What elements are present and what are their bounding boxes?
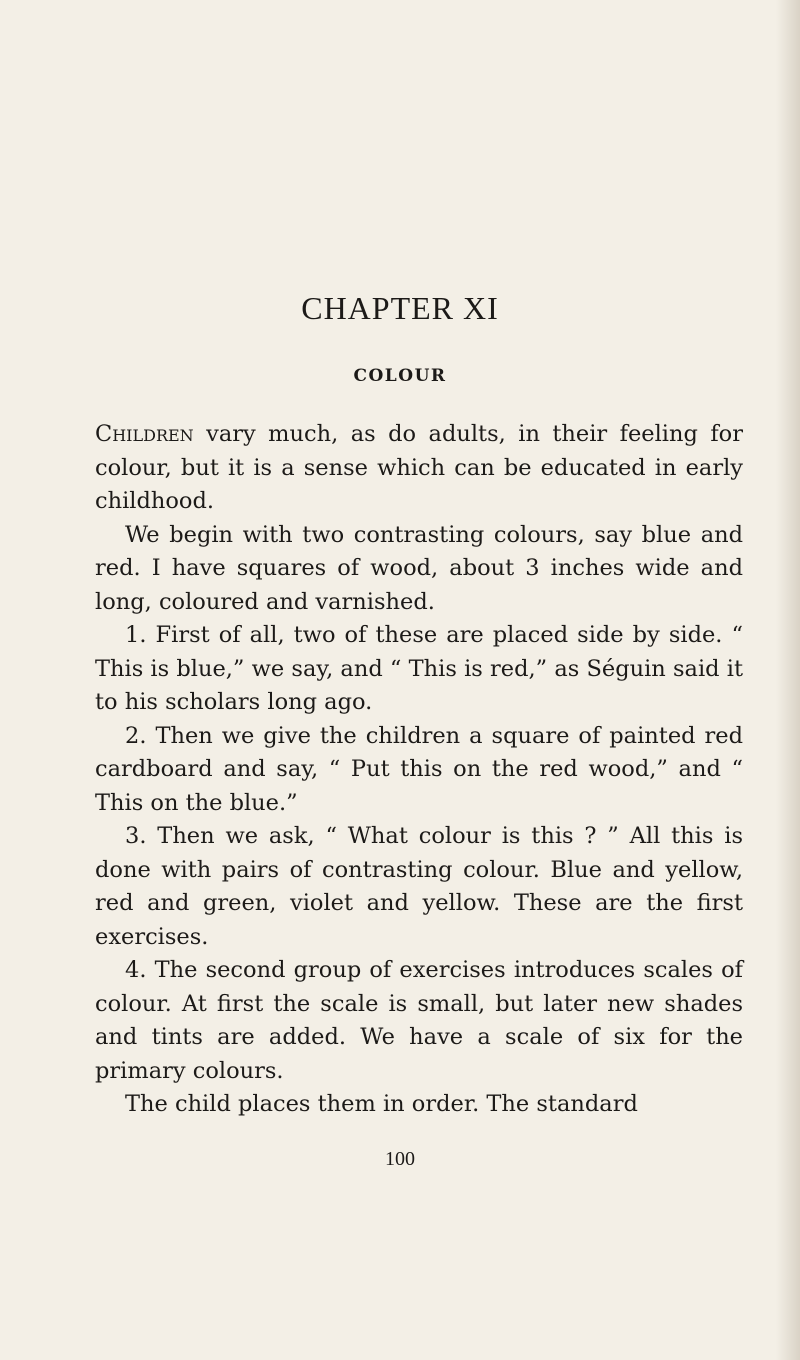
section-heading: COLOUR — [353, 366, 447, 386]
paragraph-lead-word: Children — [95, 421, 194, 447]
paragraph-text: vary much, as do adults, in their feeling for colour, but it is a sense which can be educated in early childhood. — [95, 421, 743, 514]
paragraph-6: 4. The second group of exercises introduces scales of colour. At first the scale is small, but later new shades and tints are added. We have a scale of six for the primary colours. — [95, 957, 743, 1084]
paragraph-1 — [95, 418, 743, 519]
paragraph-5: 3. Then we ask, “ What colour is this ? ” All this is done with pairs of contrasting colour. Blue and yellow, red and green, violet and yellow. These are the first exercises. — [95, 823, 743, 950]
chapter-heading: CHAPTER XI — [301, 290, 499, 326]
paragraph-4: 2. Then we give the children a square of painted red cardboard and say, “ Put this on the red wood,” and “ This on the blue.” — [95, 722, 743, 816]
page-number: 100 — [385, 1148, 415, 1170]
paragraph-2: We begin with two contrasting colours, say blue and red. I have squares of wood, about 3 inches wide and long, coloured and varnished. — [95, 521, 743, 615]
paragraph-7: The child places them in order. The standard — [125, 1091, 638, 1117]
page-edge-shadow — [776, 0, 800, 1360]
paragraph-3: 1. First of all, two of these are placed side by side. “ This is blue,” we say, and “ This is red,” as Séguin said it to his scholars long ago. — [95, 622, 743, 715]
body-text — [95, 418, 743, 1122]
